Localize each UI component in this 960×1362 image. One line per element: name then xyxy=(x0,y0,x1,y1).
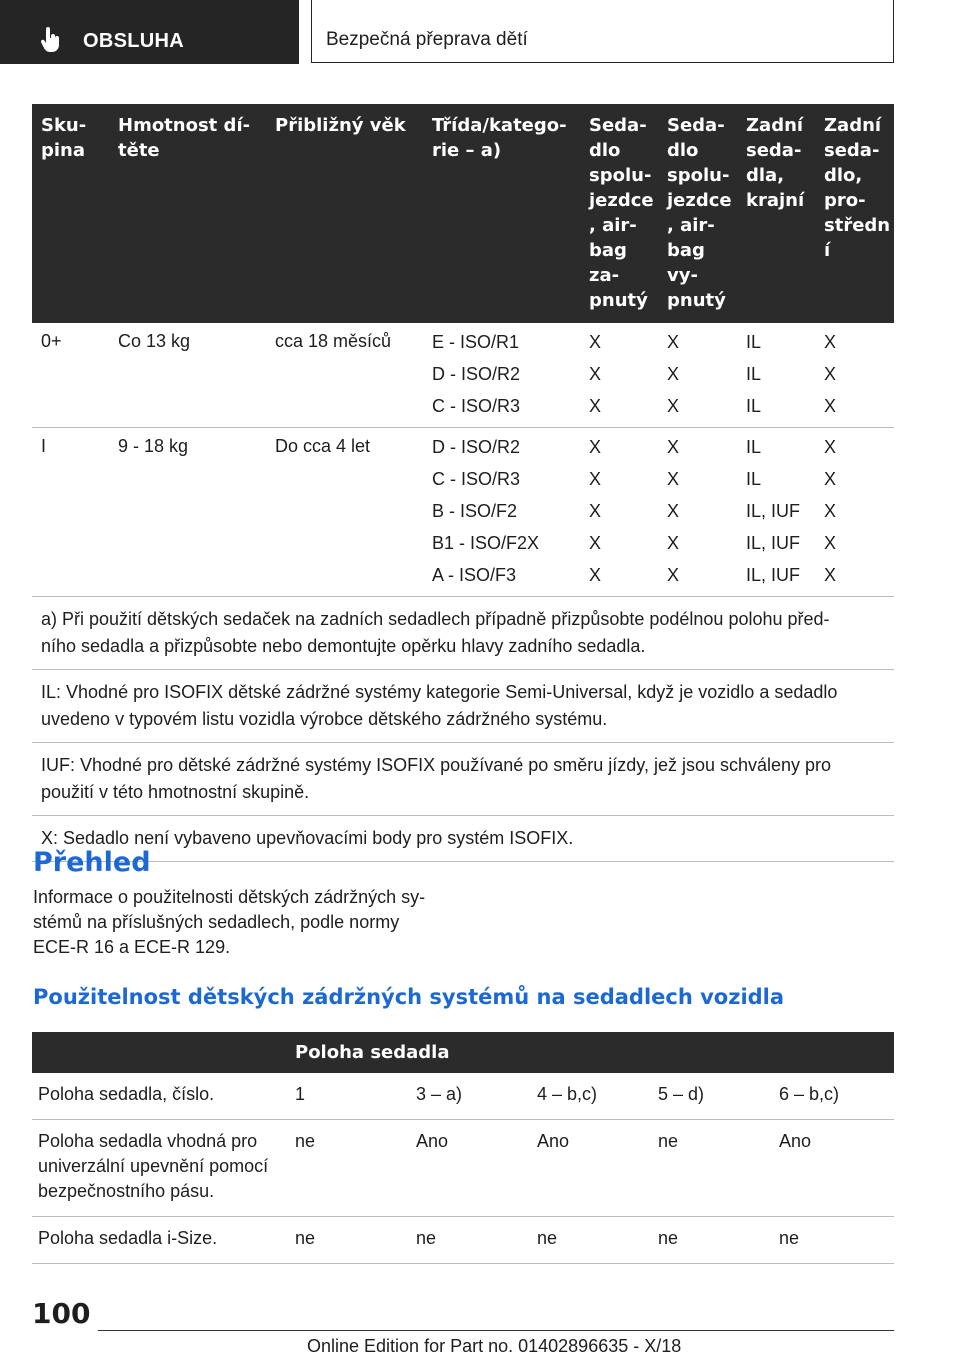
cell-line: X xyxy=(667,469,680,489)
cell-line: X xyxy=(824,469,837,489)
table-note: X: Sedadlo není vybaveno upevňovacími body pro systém ISOFIX. xyxy=(32,816,894,862)
cell-line: X xyxy=(667,501,680,521)
cell-line: C - ISO/R3 xyxy=(432,396,521,416)
cell-line: B1 - ISO/F2X xyxy=(432,533,540,553)
cell-line: B - ISO/F2 xyxy=(432,501,518,521)
footer-edition: Online Edition for Part no. 01402896635 - X/18 xyxy=(307,1336,682,1356)
cell-line: IL xyxy=(746,437,762,457)
table-row xyxy=(32,1217,894,1264)
subsection-title: Použitelnost dětských zádržných systémů na sedadlech vozidla xyxy=(33,985,785,1009)
cell-line: IL xyxy=(746,332,762,352)
cell-line: X xyxy=(589,364,602,384)
cell-line: X xyxy=(589,332,602,352)
table-header-cell: Hmotnost dí- těte xyxy=(109,104,266,323)
table-header-row xyxy=(32,104,894,323)
cell-line: D - ISO/R2 xyxy=(432,437,521,457)
table-cell-rear-center xyxy=(815,428,894,597)
row-label-cell: Poloha sedadla, číslo. xyxy=(32,1073,289,1120)
table-cell: Ano xyxy=(773,1120,894,1217)
table-row xyxy=(32,323,894,428)
seat-position-table xyxy=(32,1032,894,1264)
table-cell-weight: 9 - 18 kg xyxy=(109,428,266,597)
table-cell-group: 0+ xyxy=(32,323,109,428)
header-title-box xyxy=(311,0,894,63)
cell-line: IL, IUF xyxy=(746,565,801,585)
cell-line: X xyxy=(667,565,680,585)
table-header-cell: Sku- pina xyxy=(32,104,109,323)
cell-line: X xyxy=(667,364,680,384)
table-header-row xyxy=(32,1032,894,1073)
table-header-cell: Třída/katego- rie – a) xyxy=(423,104,580,323)
cell-line: E - ISO/R1 xyxy=(432,332,520,352)
table-note: IL: Vhodné pro ISOFIX dětské zádržné systémy kategorie Semi-Universal, když je vozidlo a sedadlo uvedeno v typovém listu vozidla výrobce dětského zádržného systému. xyxy=(32,670,894,743)
cell-line: A - ISO/F3 xyxy=(432,565,517,585)
table-note: IUF: Vhodné pro dětské zádržné systémy ISOFIX používané po směru jízdy, jež jsou schváleny pro použití v této hmotnostní skupině. xyxy=(32,743,894,816)
header-seat-position: Poloha sedadla xyxy=(289,1032,894,1073)
table-note-row xyxy=(32,816,894,862)
cell-line: X xyxy=(824,332,837,352)
header-empty-cell xyxy=(32,1032,289,1073)
cell-line: X xyxy=(667,332,680,352)
cell-line: X xyxy=(667,533,680,553)
cell-line: IL xyxy=(746,364,762,384)
table-cell-group: I xyxy=(32,428,109,597)
cell-line: X xyxy=(824,364,837,384)
cell-line: X xyxy=(589,533,602,553)
cell-line: X xyxy=(667,437,680,457)
table-cell-passenger-off xyxy=(658,323,737,428)
table-header-cell: Seda- dlo spolu- jezdce , air- bag vy- pnutý xyxy=(658,104,737,323)
cell-line: C - ISO/R3 xyxy=(432,469,521,489)
hand-pointer-icon xyxy=(40,27,62,53)
cell-line: IL xyxy=(746,469,762,489)
table-header-cell: Přibližný věk xyxy=(266,104,423,323)
table-cell-passenger-on xyxy=(580,323,658,428)
table-cell: ne xyxy=(289,1120,410,1217)
table-cell: 1 xyxy=(289,1073,410,1120)
row-label-cell: Poloha sedadla i-Size. xyxy=(32,1217,289,1264)
cell-line: IL, IUF xyxy=(746,501,801,521)
cell-line: X xyxy=(824,437,837,457)
page-title: Bezpečná přeprava dětí xyxy=(326,29,528,50)
cell-line: D - ISO/R2 xyxy=(432,364,521,384)
table-cell-classes xyxy=(423,323,580,428)
table-cell-passenger-on xyxy=(580,428,658,597)
table-cell: ne xyxy=(289,1217,410,1264)
table-note-row xyxy=(32,743,894,816)
table-cell-age: Do cca 4 let xyxy=(266,428,423,597)
table-cell: 4 – b,c) xyxy=(531,1073,652,1120)
cell-line: IL xyxy=(746,396,762,416)
cell-line: X xyxy=(824,565,837,585)
row-label-cell: Poloha sedadla vhodná pro univerzální upevnění pomocí bezpečnostního pásu. xyxy=(32,1120,289,1217)
page-number: 100 xyxy=(32,1297,91,1330)
table-cell-passenger-off xyxy=(658,428,737,597)
table-cell-classes xyxy=(423,428,580,597)
cell-line: X xyxy=(667,396,680,416)
table-cell: ne xyxy=(531,1217,652,1264)
cell-line: X xyxy=(824,501,837,521)
table-cell-rear-center xyxy=(815,323,894,428)
footer-rule xyxy=(98,1330,894,1331)
table-cell: 3 – a) xyxy=(410,1073,531,1120)
isofix-table xyxy=(32,104,894,862)
cell-line: X xyxy=(589,396,602,416)
table-note: a) Při použití dětských sedaček na zadních sedadlech případně přizpůsobte podélnou polohu před- ního sedadla a přizpůsobte nebo demontujte opěrku hlavy zadního sedadla. xyxy=(32,597,894,670)
table-header-cell: Seda- dlo spolu- jezdce , air- bag za- pnutý xyxy=(580,104,658,323)
table-row xyxy=(32,1120,894,1217)
table-cell: ne xyxy=(410,1217,531,1264)
table-cell: ne xyxy=(652,1217,773,1264)
table-cell: 5 – d) xyxy=(652,1073,773,1120)
section-title: Přehled xyxy=(33,847,151,878)
table-note-row xyxy=(32,670,894,743)
table-row xyxy=(32,1073,894,1120)
table-header-cell: Zadní seda- dla, krajní xyxy=(737,104,815,323)
table-note-row xyxy=(32,597,894,670)
table-cell-rear-outer xyxy=(737,428,815,597)
table-cell: Ano xyxy=(531,1120,652,1217)
table-cell-rear-outer xyxy=(737,323,815,428)
table-cell: 6 – b,c) xyxy=(773,1073,894,1120)
cell-line: X xyxy=(589,437,602,457)
section-name: OBSLUHA xyxy=(83,30,184,52)
cell-line: X xyxy=(589,565,602,585)
table-header-cell: Zadní seda- dlo, pro- středn í xyxy=(815,104,894,323)
cell-line: IL, IUF xyxy=(746,533,801,553)
table-row xyxy=(32,428,894,597)
section-paragraph: Informace o použitelnosti dětských zádržných sy- stémů na příslušných sedadlech, podle normy ECE-R 16 a ECE-R 129. xyxy=(33,887,426,957)
table-cell-age: cca 18 měsíců xyxy=(266,323,423,428)
cell-line: X xyxy=(589,501,602,521)
cell-line: X xyxy=(824,533,837,553)
table-cell: ne xyxy=(652,1120,773,1217)
table-cell-weight: Co 13 kg xyxy=(109,323,266,428)
cell-line: X xyxy=(589,469,602,489)
table-cell: Ano xyxy=(410,1120,531,1217)
cell-line: X xyxy=(824,396,837,416)
header-section-tab xyxy=(0,0,299,64)
table-cell: ne xyxy=(773,1217,894,1264)
